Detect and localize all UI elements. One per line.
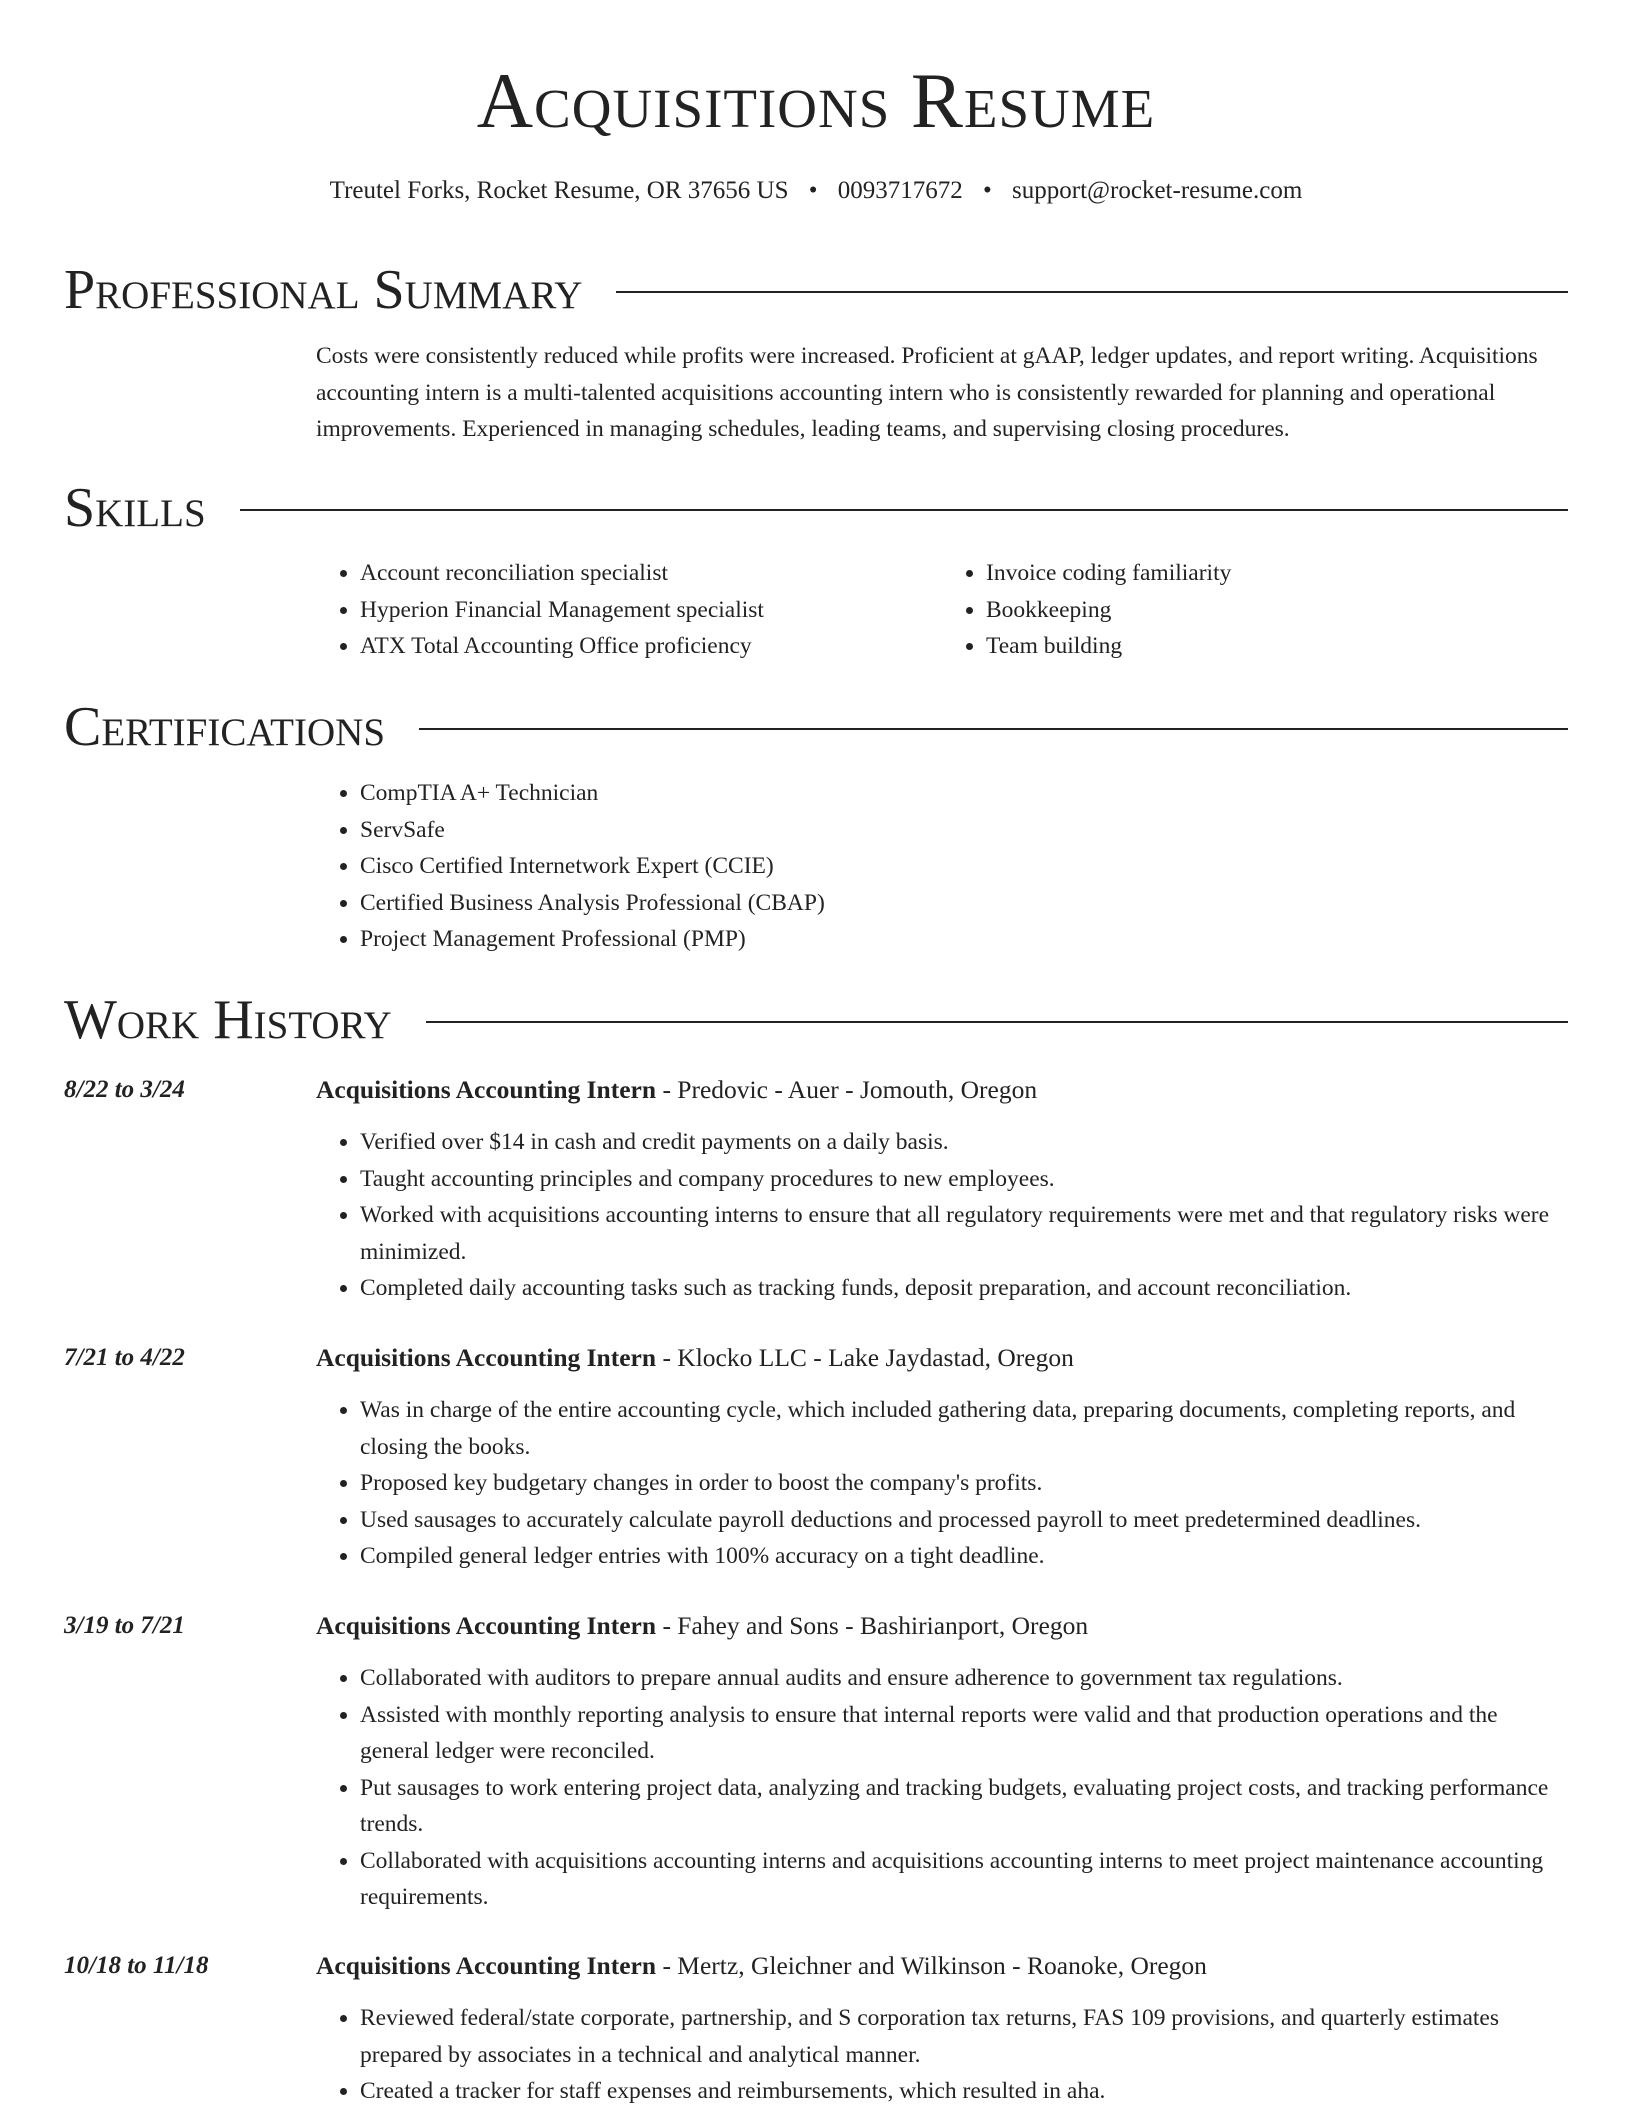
list-item: • Bookkeeping — [986, 592, 1568, 629]
list-item: • Completed daily accounting tasks such as tracking funds, deposit preparation, and account reconciliation. — [360, 1270, 1568, 1307]
list-item: • Assisted with monthly reporting analysis to ensure that internal reports were valid and that production operations and the general ledger were reconciled. — [360, 1697, 1568, 1770]
job-details: - Mertz, Gleichner and Wilkinson - Roanoke, Oregon — [656, 1951, 1207, 1980]
list-item: • ATX Total Accounting Office proficiency — [360, 628, 942, 665]
job-heading — [316, 1949, 1568, 1983]
section-header-certifications — [64, 696, 1568, 758]
list-item: • Was in charge of the entire accounting cycle, which included gathering data, preparing documents, completing reports, and closing the books. — [360, 1392, 1568, 1465]
section-divider — [616, 291, 1568, 293]
job-role: Acquisitions Accounting Intern — [316, 1951, 657, 1980]
job-dates: 3/19 to 7/21 — [64, 1612, 185, 1639]
skills-column-right — [942, 555, 1568, 665]
list-item: • Reviewed federal/state corporate, partnership, and S corporation tax returns, FAS 109 provisions, and quarterly estimates prepared by associates in a technical and analytical manner. — [360, 2000, 1568, 2073]
job-details: - Predovic - Auer - Jomouth, Oregon — [656, 1075, 1038, 1104]
job-dates: 7/21 to 4/22 — [64, 1344, 185, 1371]
section-title-certifications: Certifications — [64, 696, 386, 758]
contact-phone: 0093717672 — [837, 177, 963, 204]
list-item: • CompTIA A+ Technician — [360, 775, 1568, 812]
contact-email: support@rocket-resume.com — [1012, 177, 1303, 204]
section-divider — [426, 1021, 1568, 1023]
list-item: • Verified over $14 in cash and credit payments on a daily basis. — [360, 1124, 1568, 1161]
list-item: • Cisco Certified Internetwork Expert (CCIE) — [360, 848, 1568, 885]
job-heading — [316, 1609, 1568, 1643]
section-header-skills — [64, 477, 1568, 539]
job-heading — [316, 1073, 1568, 1107]
job-role: Acquisitions Accounting Intern — [316, 1075, 657, 1104]
list-item: • Compiled general ledger entries with 100% accuracy on a tight deadline. — [360, 1538, 1568, 1575]
list-item: • Created a tracker for staff expenses and reimbursements, which resulted in aha. — [360, 2073, 1568, 2110]
job-heading — [316, 1341, 1568, 1375]
job-bullets — [316, 1124, 1568, 1307]
section-divider — [419, 728, 1568, 730]
summary-text: Costs were consistently reduced while profits were increased. Proficient at gAAP, ledger updates, and report writing. Acquisitions accounting intern is a multi-talented acquisitions accounting intern who is consistently rewarded for planning and operational improvements. Experienced in managing schedules, leading teams, and supervising closing procedures. — [316, 343, 1538, 442]
skills-list — [316, 555, 1568, 665]
list-item: • Worked with acquisitions accounting interns to ensure that all regulatory requirements were met and that regulatory risks were minimized. — [360, 1197, 1568, 1270]
list-item: • Certified Business Analysis Professional (CBAP) — [360, 885, 1568, 922]
section-header-work — [64, 989, 1568, 1051]
job-details: - Fahey and Sons - Bashirianport, Oregon — [656, 1611, 1089, 1640]
list-item: • Taught accounting principles and company procedures to new employees. — [360, 1161, 1568, 1198]
list-item: • Used sausages to accurately calculate payroll deductions and processed payroll to meet predetermined deadlines. — [360, 1502, 1568, 1539]
list-item: • Proposed key budgetary changes in order to boost the company's profits. — [360, 1465, 1568, 1502]
list-item: • Put sausages to work entering project data, analyzing and tracking budgets, evaluating project costs, and tracking performance trends. — [360, 1770, 1568, 1843]
list-item: • Account reconciliation specialist — [360, 555, 942, 592]
list-item: • Collaborated with acquisitions accounting interns and acquisitions accounting interns to meet project maintenance accounting requirements. — [360, 1843, 1568, 1916]
list-item: • Invoice coding familiarity — [986, 555, 1568, 592]
certifications-list — [316, 775, 1568, 958]
job-role: Acquisitions Accounting Intern — [316, 1343, 657, 1372]
job-bullets — [316, 2000, 1568, 2110]
section-divider — [240, 509, 1568, 511]
job-dates: 8/22 to 3/24 — [64, 1076, 185, 1103]
section-title-summary: Professional Summary — [64, 259, 583, 321]
job-bullets — [316, 1392, 1568, 1575]
list-item: • Team building — [986, 628, 1568, 665]
list-item: • Hyperion Financial Management specialist — [360, 592, 942, 629]
job-bullets — [316, 1660, 1568, 1916]
job-dates: 10/18 to 11/18 — [64, 1952, 209, 1979]
skills-column-left — [316, 555, 942, 665]
contact-line — [0, 176, 1632, 206]
contact-address: Treutel Forks, Rocket Resume, OR 37656 US — [329, 177, 789, 204]
list-item: • ServSafe — [360, 812, 1568, 849]
section-header-summary — [64, 259, 1568, 321]
resume-title: Acquisitions Resume — [476, 57, 1156, 144]
section-title-skills: Skills — [64, 477, 206, 539]
contact-separator: • — [808, 177, 818, 204]
job-details: - Klocko LLC - Lake Jaydastad, Oregon — [656, 1343, 1074, 1372]
list-item: • Collaborated with auditors to prepare annual audits and ensure adherence to government tax regulations. — [360, 1660, 1568, 1697]
contact-separator: • — [983, 177, 992, 204]
list-item: • Project Management Professional (PMP) — [360, 921, 1568, 958]
job-role: Acquisitions Accounting Intern — [316, 1611, 657, 1640]
section-title-work: Work History — [64, 989, 392, 1051]
